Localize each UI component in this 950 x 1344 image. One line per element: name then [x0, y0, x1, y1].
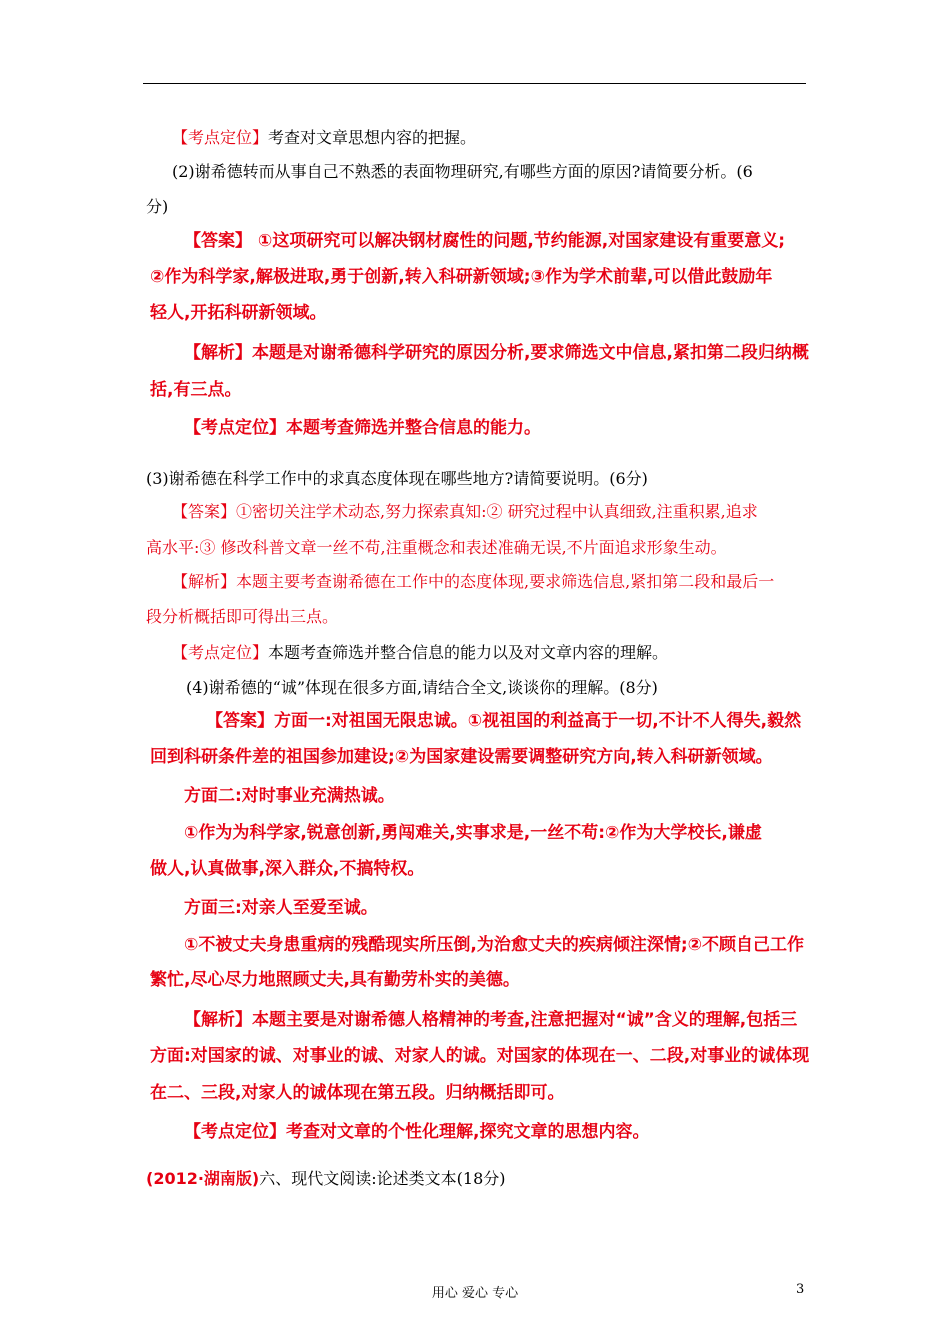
q4-analysis-text1: 本题主要是对谢希德人格精神的考查,注意把握对“诚”含义的理解,包括三	[252, 1010, 798, 1030]
q4-answer-bracket: 【答案】	[206, 711, 274, 731]
q4-point-bracket: 【考点定位】	[184, 1122, 286, 1142]
q4-point-line	[184, 1121, 649, 1143]
section-heading	[146, 1168, 506, 1190]
q4-answer-text1: 方面一:对祖国无限忠诚。①视祖国的利益高于一切,不计不人得失,毅然	[274, 711, 802, 731]
q4-answer-line1	[206, 710, 801, 732]
q2-point-line	[184, 417, 541, 439]
q3-point-line	[172, 642, 668, 664]
header-rule	[143, 83, 806, 84]
q3-analysis-bracket: 【解析】	[172, 572, 237, 591]
q2-answer-bracket: 【答案】	[184, 231, 252, 251]
q1-point-bracket: 【考点定位】	[172, 128, 269, 147]
q3-answer-bracket: 【答案】	[172, 502, 237, 521]
q4-analysis-line2: 方面:对国家的诚、对事业的诚、对家人的诚。对国家的体现在一、二段,对事业的诚体现	[150, 1046, 810, 1066]
page-number: 3	[796, 1282, 805, 1297]
q2-question-line1: (2)谢希德转而从事自己不熟悉的表面物理研究,有哪些方面的原因?请简要分析。(6	[172, 162, 753, 181]
q3-question: (3)谢希德在科学工作中的求真态度体现在哪些地方?请简要说明。(6分)	[146, 469, 648, 488]
q2-answer-line1	[184, 230, 785, 252]
section-title: 六、现代文阅读:论述类文本(18分)	[259, 1169, 506, 1188]
q4-aspect2-title: 方面二:对时事业充满热诚。	[184, 786, 395, 806]
q2-answer-line3: 轻人,开拓科研新领域。	[150, 303, 327, 323]
q4-question: (4)谢希德的“诚”体现在很多方面,请结合全文,谈谈你的理解。(8分)	[186, 678, 658, 697]
q4-analysis-bracket: 【解析】	[184, 1010, 252, 1030]
q2-answer-line2: ②作为科学家,解极进取,勇于创新,转入科研新领域;③作为学术前辈,可以借此鼓励年	[150, 267, 773, 287]
q3-answer-line1	[172, 501, 758, 523]
q2-analysis-text1: 本题是对谢希德科学研究的原因分析,要求筛选文中信息,紧扣第二段归纳概	[252, 343, 809, 363]
q3-point-text: 本题考查筛选并整合信息的能力以及对文章内容的理解。	[268, 643, 669, 662]
q4-aspect2-line1: ①作为为科学家,锐意创新,勇闯难关,实事求是,一丝不苟:②作为大学校长,谦虚	[184, 823, 762, 843]
q4-aspect3-line2: 繁忙,尽心尽力地照顾丈夫,具有勤劳朴实的美德。	[150, 970, 520, 990]
q2-point-bracket: 【考点定位】	[184, 418, 286, 438]
q4-answer-line2: 回到科研条件差的祖国参加建设;②为国家建设需要调整研究方向,转入科研新领域。	[150, 747, 773, 767]
q4-analysis-line1	[184, 1009, 797, 1031]
q3-analysis-line1	[172, 571, 774, 593]
q2-analysis-line2: 括,有三点。	[150, 380, 242, 400]
q4-point-text: 考查对文章的个性化理解,探究文章的思想内容。	[286, 1122, 650, 1142]
q3-answer-line2: 高水平:③ 修改科普文章一丝不苟,注重概念和表述准确无误,不片面追求形象生动。	[146, 538, 727, 557]
q4-aspect3-title: 方面三:对亲人至爱至诚。	[184, 898, 378, 918]
q1-point-text: 考查对文章思想内容的把握。	[268, 128, 477, 147]
q2-analysis-line1	[184, 342, 809, 364]
footer-motto: 用心 爱心 专心	[431, 1286, 519, 1301]
q1-point-line	[172, 127, 476, 149]
q3-point-bracket: 【考点定位】	[172, 643, 269, 662]
q2-analysis-bracket: 【解析】	[184, 343, 252, 363]
q4-aspect3-line1: ①不被丈夫身患重病的残酷现实所压倒,为治愈丈夫的疾病倾注深情;②不顾自己工作	[184, 935, 805, 955]
q2-question-line2: 分)	[146, 197, 169, 216]
q3-answer-text1: ①密切关注学术动态,努力探索真知:② 研究过程中认真细致,注重积累,追求	[236, 502, 758, 521]
q3-analysis-line2: 段分析概括即可得出三点。	[146, 607, 339, 626]
q4-aspect2-line2: 做人,认真做事,深入群众,不搞特权。	[150, 859, 425, 879]
q3-analysis-text1: 本题主要考查谢希德在工作中的态度体现,要求筛选信息,紧扣第二段和最后一	[236, 572, 775, 591]
q4-analysis-line3: 在二、三段,对家人的诚体现在第五段。归纳概括即可。	[150, 1083, 565, 1103]
q2-point-text: 本题考查筛选并整合信息的能力。	[286, 418, 541, 438]
section-source: (2012·湖南版)	[146, 1169, 260, 1188]
q2-answer-text1: ①这项研究可以解决钢材腐性的问题,节约能源,对国家建设有重要意义;	[257, 231, 786, 251]
